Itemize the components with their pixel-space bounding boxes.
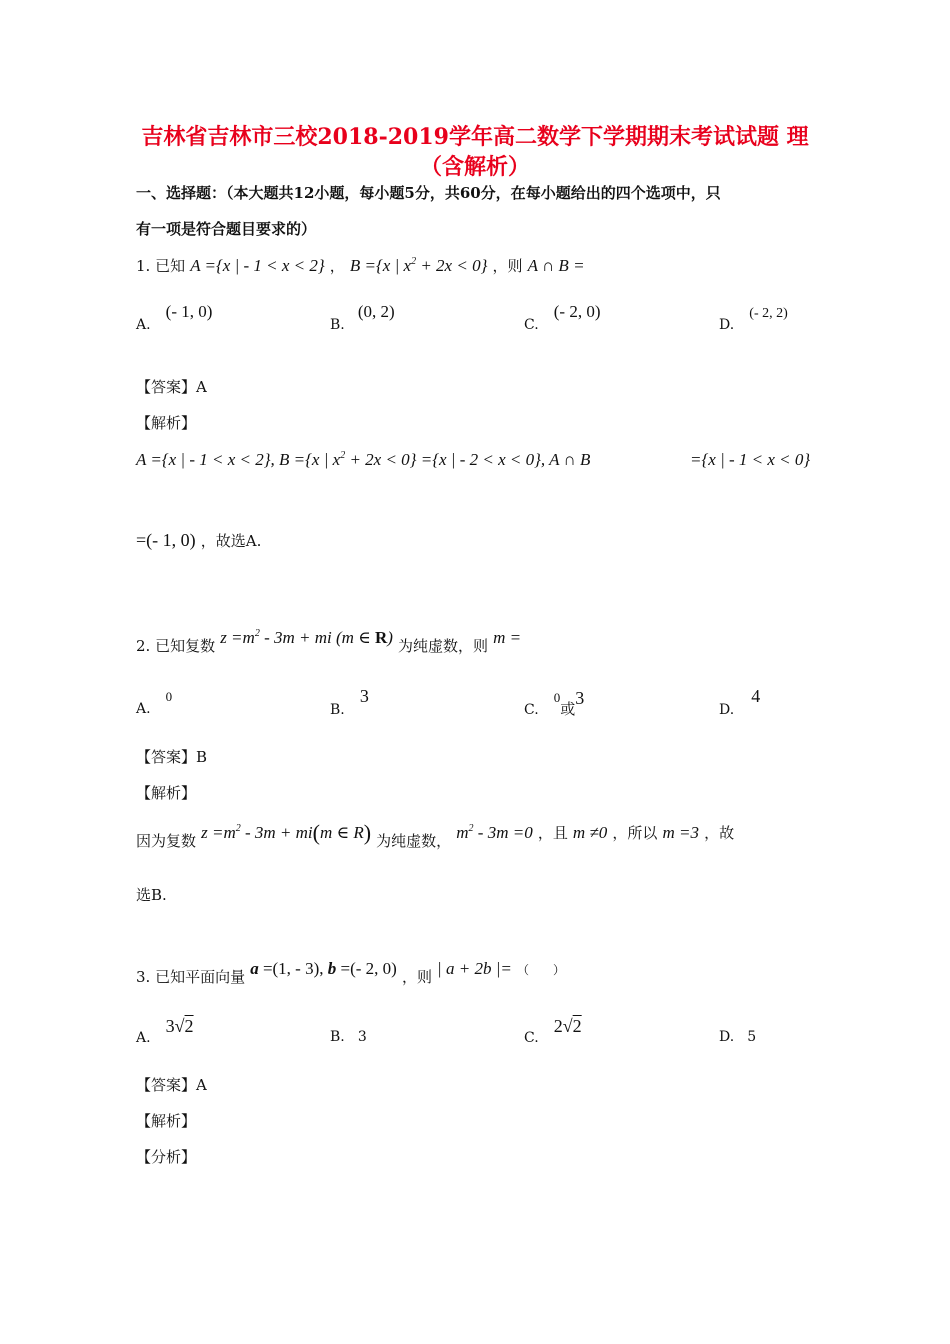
question-1-option-d: D. (- 2, 2) [719,306,788,333]
question-2-option-a: A. $^0$ [136,689,173,717]
question-1-comma: ， [329,257,345,275]
question-3: 3. 已知平面向量 a =(1, - 3), b =(- 2, 0) ，则 | a + 2b |= （ ） [136,959,565,986]
section-header-line1: 一、选择题：（本大题共12小题，每小题5分，共60分，在每小题给出的四个选项中，只 [136,184,721,202]
question-1-answer: 【答案】A [136,378,207,396]
question-1-set-b: B ={x | $x^2 + 2x < 0$} [349,256,488,275]
question-3-option-d: D. 5 [719,1029,757,1045]
question-2-option-b: B. 3 [330,686,369,718]
question-1 [136,255,585,276]
question-3-fenxi-label: 【分析】 [136,1148,197,1166]
question-1-then: ，则 [492,257,523,275]
question-1-set-a: A ={x | - 1 < x < 2} [190,256,325,275]
question-3-option-a: A. 3√2 [136,1016,194,1046]
question-1-option-c: C. (- 2, 0) [524,302,601,333]
question-1-solution-line1: A ={x | - 1 < x < 2}, B ={x | $x^2 + 2x < 0\} =\{x$ | - 2 < x < 0}, A ∩ B [136,450,591,469]
question-1-prefix: 1. 已知 [136,257,186,275]
question-1-option-b: B. (0, 2) [330,302,395,333]
document-title: 吉林省吉林市三校2018-2019学年高二数学下学期期末考试试题 理 [141,124,809,150]
question-2: 2. 已知复数 $z =m^2 - 3m$ + mi (m ∈ R) 为纯虚数，则 m = [136,628,522,655]
question-2-option-d: D. 4 [719,686,761,718]
question-2-option-c: C. $^0$或3 [524,688,585,718]
section-header-line2: 有一项是符合题目要求的） [136,220,317,238]
question-1-solution-line2: =(- 1, 0) ，故选A. [136,530,262,550]
question-1-option-a: A. (- 1, 0) [136,302,213,333]
question-3-option-c: C. 2√2 [524,1016,582,1046]
question-1-analysis-label: 【解析】 [136,414,197,432]
question-1-solution-result: ={x | - 1 < x < 0} [690,450,811,469]
question-2-analysis-label: 【解析】 [136,784,197,802]
document-subtitle: （含解析） [419,154,530,180]
question-3-answer: 【答案】A [136,1076,207,1094]
question-2-solution-line1: 因为复数 $z =m^2 - 3m + mi(m$ ∈ R) 为纯虚数， $m^2 - 3m =0$ ，且 m ≠0 ，所以 m =3 ，故 [136,820,735,850]
question-2-solution-line2: 选B. [136,886,167,904]
question-2-expression: $z =m^2 - 3m$ + mi (m ∈ R) [220,628,393,647]
question-3-option-b: B. 3 [330,1029,367,1045]
question-1-ask: A ∩ B = [527,256,585,275]
question-2-answer: 【答案】B [136,748,208,766]
question-3-analysis-label: 【解析】 [136,1112,197,1130]
